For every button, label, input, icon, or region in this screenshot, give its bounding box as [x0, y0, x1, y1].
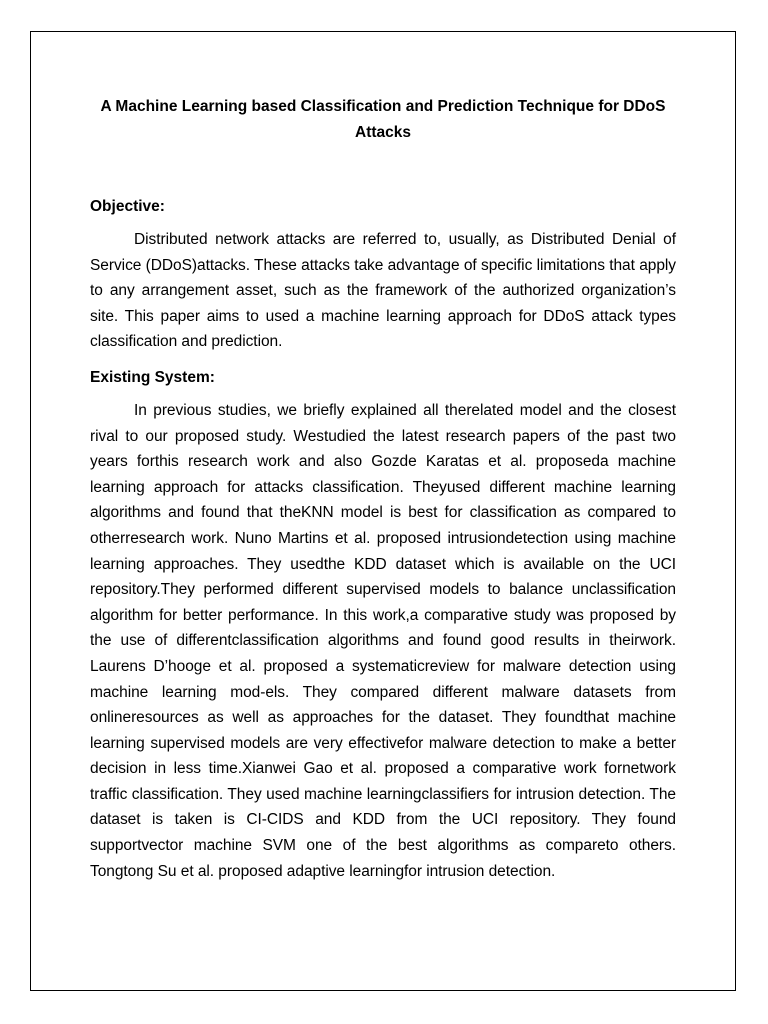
- section-heading-objective: Objective:: [90, 198, 165, 215]
- document-title: A Machine Learning based Classification and Prediction Technique for DDoS Attacks: [100, 98, 666, 141]
- section-paragraph-objective: Distributed network attacks are referred to, usually, as Distributed Denial of Service (DDoS)attacks. These attacks take advantage of specific limitations that apply to any arrangement asset, such as the framework of the authorized organization’s site. This paper aims to used a machine learning approach for DDoS attack types classification and prediction.: [90, 231, 676, 351]
- section-paragraph-existing-system: In previous studies, we briefly explained all therelated model and the closest rival to our proposed study. Westudied the latest research papers of the past two years forthis research work and also Gozde Karatas et al. proposeda machine learning approach for attacks classification. Theyused different machine learning algorithms and found that theKNN model is best for classification as compared to otherresearch work. Nuno Martins et al. proposed intrusiondetection using machine learning approaches. They usedthe KDD dataset which is available on the UCI repository.They performed different supervised models to balance unclassification algorithm for better performance. In this work,a comparative study was proposed by the use of differentclassification algorithms and found good results in theirwork. Laurens D’hooge et al. proposed a systematicreview for malware detection using machine learning mod-els. They compared different malware datasets from onlineresources as well as approaches for the dataset. They foundthat machine learning supervised models are very effectivefor malware detection to make a better decision in less time.Xianwei Gao et al. proposed a comparative work fornetwork traffic classification. They used machine learningclassifiers for intrusion detection. The dataset is taken is CI-CIDS and KDD from the UCI repository. They found supportvector machine SVM one of the best algorithms as compareto others. Tongtong Su et al. proposed adaptive learningfor intrusion detection.: [90, 401, 676, 880]
- document-body: [90, 94, 676, 884]
- section-heading-existing-system: Existing System:: [90, 368, 215, 386]
